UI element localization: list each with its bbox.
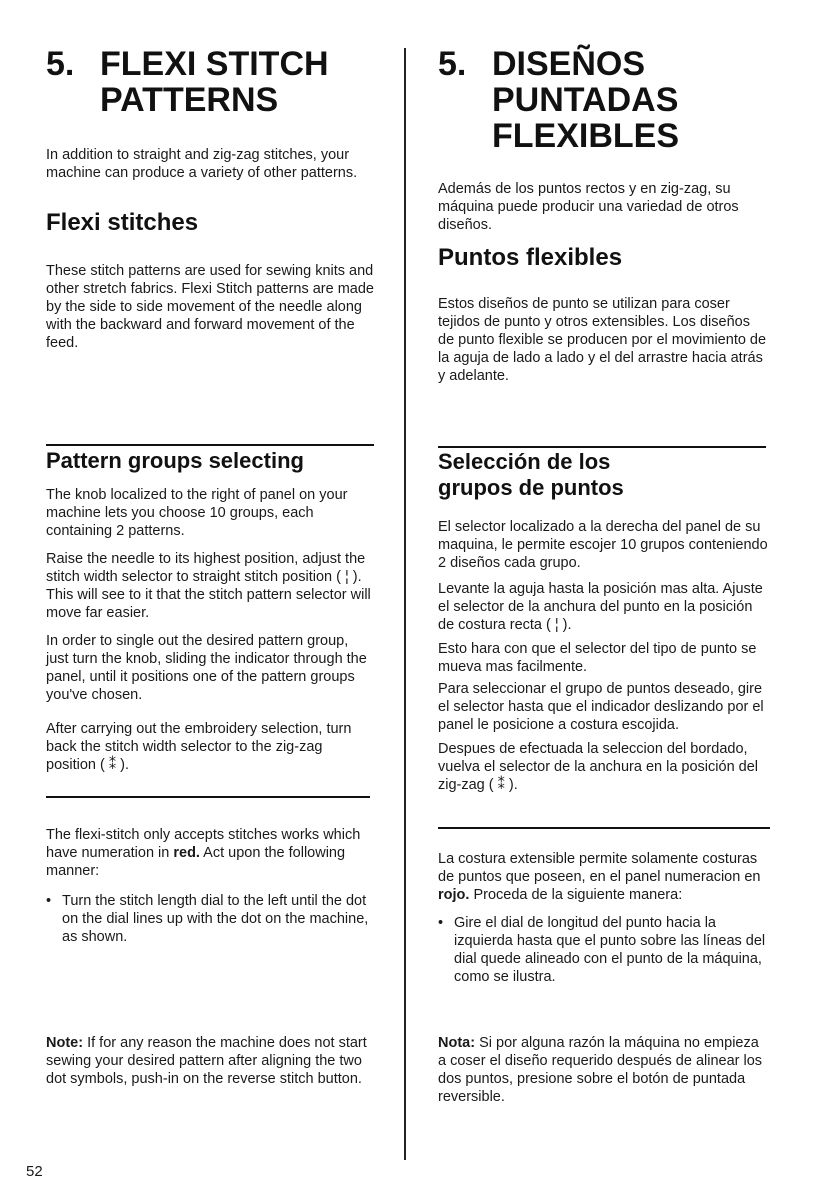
flexi-stitches-text: These stitch patterns are used for sewing knits and other stretch fabrics. Flexi Stitch patterns are made by the side to side movement of the needle along with the backward and forward movement of the feed. bbox=[46, 263, 374, 351]
section-number-es: 5. bbox=[438, 45, 467, 83]
note-label-es: Nota: bbox=[438, 1035, 476, 1051]
section-rule-es bbox=[438, 446, 766, 448]
page-title-es bbox=[438, 46, 768, 154]
list-item: • Turn the stitch length dial to the left until the dot on the dial lines up with the dot on the machine, as shown. bbox=[46, 892, 374, 946]
red-paragraph-end-es: Proceda de la siguiente manera: bbox=[469, 887, 683, 903]
title-line-1: FLEXI STITCH bbox=[100, 45, 329, 83]
note-paragraph-es bbox=[438, 1034, 768, 1106]
groups-heading-line-1: Selección de los bbox=[438, 449, 611, 474]
note-paragraph bbox=[46, 1034, 374, 1088]
red-paragraph-start: The flexi-stitch only accepts stitches works which have numeration in bbox=[46, 827, 361, 861]
section-rule bbox=[46, 796, 370, 798]
red-paragraph-end: Act upon the following manner: bbox=[46, 845, 346, 879]
section-rule bbox=[46, 444, 374, 446]
groups-paragraph-4-es: Para seleccionar el grupo de puntos deseado, gire el selector hasta que el indicador deslizando por el panel le posicione a costura escojida. bbox=[438, 681, 764, 733]
instruction-list-es bbox=[438, 914, 768, 986]
flexi-stitches-heading-es: Puntos flexibles bbox=[438, 244, 623, 271]
groups-heading-line-2: grupos de puntos bbox=[438, 475, 624, 500]
red-numeration-paragraph-es bbox=[438, 850, 768, 904]
groups-paragraph-1: The knob localized to the right of panel on your machine lets you choose 10 groups, each containing 2 patterns. bbox=[46, 487, 348, 539]
intro-paragraph-es: Además de los puntos rectos y en zig-zag, su máquina puede producir una variedad de otros diseños. bbox=[438, 181, 739, 233]
groups-paragraph-2: Raise the needle to its highest position, adjust the stitch width selector to straight stitch position ( ¦ ). This will see to it that the stitch pattern selector will move far easier. bbox=[46, 551, 371, 621]
red-word-es: rojo. bbox=[438, 887, 470, 903]
red-numeration-paragraph bbox=[46, 826, 374, 880]
section-rule-es bbox=[438, 827, 770, 829]
list-item: • Gire el dial de longitud del punto hacia la izquierda hasta que el punto sobre las líneas del dial quede alineado con el punto de la máquina, como se ilustra. bbox=[438, 914, 768, 986]
intro-paragraph: In addition to straight and zig-zag stitches, your machine can produce a variety of other patterns. bbox=[46, 147, 358, 181]
red-word: red. bbox=[173, 845, 200, 861]
page-number: 52 bbox=[26, 1163, 43, 1180]
groups-paragraph-3-es: Esto hara con que el selector del tipo de punto se mueva mas facilmente. bbox=[438, 641, 757, 675]
title-line-2: PATTERNS bbox=[100, 81, 279, 119]
groups-paragraph-2-es: Levante la aguja hasta la posición mas alta. Ajuste el selector de la anchura del punto en la posición de costura recta ( ¦ ). bbox=[438, 581, 763, 633]
note-text-es: Si por alguna razón la máquina no empieza a coser el diseño requerido después de alinear los dos puntos, presione sobre el botón de puntada reversible. bbox=[438, 1035, 763, 1105]
groups-paragraph-5-es: Despues de efectuada la seleccion del bordado, vuelva el selector de la anchura en la posición del zig-zag ( ⁑ ). bbox=[438, 741, 759, 793]
groups-paragraph-4: After carrying out the embroidery selection, turn back the stitch width selector to the zig-zag position ( ⁑ ). bbox=[46, 721, 352, 773]
column-divider bbox=[404, 48, 406, 1160]
groups-paragraph-1-es: El selector localizado a la derecha del panel de su maquina, le permite escojer 10 grupos conteniendo 2 diseños cada grupo. bbox=[438, 519, 768, 571]
note-label: Note: bbox=[46, 1035, 84, 1051]
title-line-1-es: DISEÑOS bbox=[492, 45, 646, 83]
groups-paragraph-3: In order to single out the desired pattern group, just turn the knob, sliding the indicator through the panel, until it positions one of the pattern groups you've chosen. bbox=[46, 633, 367, 703]
note-text: If for any reason the machine does not start sewing your desired pattern after aligning the two dot symbols, push-in on the reverse stitch button. bbox=[46, 1035, 367, 1087]
instruction-list bbox=[46, 892, 374, 946]
title-line-3-es: FLEXIBLES bbox=[492, 117, 680, 155]
flexi-stitches-text-es: Estos diseños de punto se utilizan para coser tejidos de punto y otros extensibles. Los diseños de punto flexible se producen por el movimiento de la aguja de lado a lado y el del arrastre hacia atrás y adelante. bbox=[438, 296, 767, 384]
page-title bbox=[46, 46, 374, 118]
flexi-stitches-heading: Flexi stitches bbox=[46, 209, 199, 236]
red-paragraph-start-es: La costura extensible permite solamente costuras de puntos que poseen, en el panel numeracion en bbox=[438, 851, 761, 885]
pattern-groups-heading-es bbox=[438, 449, 768, 501]
title-line-2-es: PUNTADAS bbox=[492, 81, 679, 119]
pattern-groups-heading: Pattern groups selecting bbox=[46, 448, 304, 473]
section-number: 5. bbox=[46, 45, 75, 83]
